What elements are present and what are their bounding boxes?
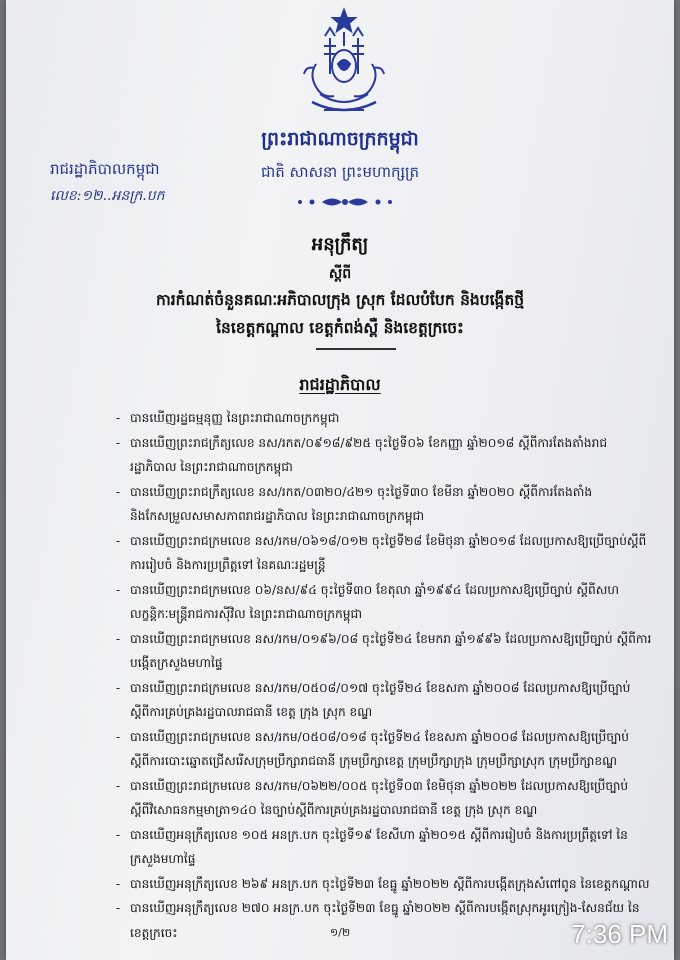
list-item: - បានឃើញព្រះរាជក្រមលេខ នស/រកម/០៥០៨/០១៧ ចុះថ្ងៃទី២៤ ខែឧសភា ឆ្នាំ២០០៨ ដែលប្រកាសឱ្យប្រើច្បាប់ ស្តីពីការគ្រប់គ្រងរដ្ឋបាលរាជធានី ខេត្ត ក្រុង ស្រុក ខណ្ឌ (116, 680, 631, 719)
document-type-title: អនុក្រឹត្យ (311, 234, 369, 255)
document-page (6, 0, 674, 960)
list-item-text: បានឃើញអនុក្រឹត្យលេខ ២៧០ អនក្រ.បក ចុះថ្ងៃទី២៣ ខែធ្នូ ឆ្នាំ២០២២ ស្តីពីការបង្កើតស្រុកអូរក្រៀង-សែនជ័យ នៃខេត្តក្រចេះ (130, 901, 640, 940)
government-label: រាជរដ្ឋាភិបាលកម្ពុជា (50, 160, 160, 178)
ornament-divider-icon (290, 193, 400, 211)
status-time: 7:36 PM (571, 919, 668, 949)
list-item: - បានឃើញព្រះរាជក្រមលេខ នស/រកម/០៦២២/០០៥ ចុះថ្ងៃទី០៣ ខែមិថុនា ឆ្នាំ២០២២ ដែលប្រកាសឱ្យប្រើច្បាប់ ស្តីពីវិសោធនកម្មមាត្រា១៤០ នៃច្បាប់ស្តីពីការគ្រប់គ្រងរដ្ឋបាលរាជធានី ខេត្ត ក្រុង ស្រុក ខណ្ឌ (116, 778, 629, 817)
kingdom-heading: ព្រះរាជាណាចក្រកម្ពុជា (261, 128, 419, 150)
subject-line-2: នៃខេត្តកណ្តាល ខេត្តកំពង់ស្ពឺ និងខេត្តក្រចេះ (216, 318, 464, 337)
list-item-text: បានឃើញអនុក្រឹត្យលេខ ២៦៩ អនក្រ.បក ចុះថ្ងៃទី២៣ ខែធ្នូ ឆ្នាំ២០២២ ស្តីពីការបង្កើតក្រុងសំពៅពូន នៃខេត្តកណ្តាល (130, 876, 650, 891)
list-item-text: បានឃើញអនុក្រឹត្យលេខ ១០៥ អនក្រ.បក ចុះថ្ងៃទី១៩ ខែសីហា ឆ្នាំ២០១៥ ស្តីពីការរៀបចំ និងការប្រព្រឹត្តទៅ នៃក្រសួងមហាផ្ទៃ (130, 827, 628, 866)
list-item: - បានឃើញអនុក្រឹត្យលេខ ២៧០ អនក្រ.បក ចុះថ្ងៃទី២៣ ខែធ្នូ ឆ្នាំ២០២២ ស្តីពីការបង្កើតស្រុកអូរក្រៀង-សែនជ័យ នៃខេត្តក្រចេះ (116, 901, 640, 940)
list-item-text: បានឃើញព្រះរាជក្រមលេខ នស/រកម/០៦២២/០០៥ ចុះថ្ងៃទី០៣ ខែមិថុនា ឆ្នាំ២០២២ ដែលប្រកាសឱ្យប្រើច្បាប់ ស្តីពីវិសោធនកម្មមាត្រា១៤០ នៃច្បាប់ស្តីពីការគ្រប់គ្រងរដ្ឋបាលរាជធានី ខេត្ត ក្រុង ស្រុក ខណ្ឌ (130, 778, 629, 817)
list-item: - បានឃើញព្រះរាជក្រមលេខ នស/រកម/០១៩៦/០៨ ចុះថ្ងៃទី២៤ ខែមករា ឆ្នាំ១៩៩៦ ដែលប្រកាសឱ្យប្រើច្បាប់ ស្តីពីការបង្កើតក្រសួងមហាផ្ទៃ (116, 631, 652, 670)
national-motto: ជាតិ សាសនា ព្រះមហាក្សត្រ (260, 163, 420, 181)
list-item: - បានឃើញព្រះរាជក្រមលេខ នស/រកម/០៦១៨/០១២ ចុះថ្ងៃទី២៨ ខែមិថុនា ឆ្នាំ២០១៨ ដែលប្រកាសឱ្យប្រើច្បាប់ស្តីពី ការរៀបចំ និងការប្រព្រឹត្តទៅ នៃគណៈរដ្ឋមន្ត្រី (116, 533, 647, 572)
list-item: - បានឃើញព្រះរាជក្រមលេខ ០៦/នស/៩៤ ចុះថ្ងៃទី៣០ ខែតុលា ឆ្នាំ១៩៩៤ ដែលប្រកាសឱ្យប្រើច្បាប់ ស្តីពីសហលក្ខន្តិកៈមន្ត្រីរាជការស៊ីវិល នៃព្រះរាជាណាចក្រកម្ពុជា (116, 582, 619, 621)
list-item: - បានឃើញព្រះរាជក្រមលេខ នស/រកម/០៥០៨/០១៨ ចុះថ្ងៃទី២៤ ខែឧសភា ឆ្នាំ២០០៨ ដែលប្រកាសឱ្យប្រើច្បាប់ ស្តីពីការបោះឆ្នោតជ្រើសរើសក្រុមប្រឹក្សារាជធានី ក្រុមប្រឹក្សាខេត្ត ក្រុមប្រឹក្សាក្រុង ក្រុមប្រឹក្សាស្រុក ក្រុមប្រឹក្សាខណ្ឌ (116, 729, 630, 768)
about-label: ស្តីពី (328, 266, 352, 282)
list-item: - បានឃើញព្រះរាជក្រឹត្យលេខ នស/រកត/០៩១៨/៩២៥ ចុះថ្ងៃទី០៦ ខែកញ្ញា ឆ្នាំ២០១៨ ស្តីពីការតែងតាំងរាជរដ្ឋាភិបាល នៃព្រះរាជាណាចក្រកម្ពុជា (116, 435, 608, 474)
list-item: - បានឃើញអនុក្រឹត្យលេខ ១០៥ អនក្រ.បក ចុះថ្ងៃទី១៩ ខែសីហា ឆ្នាំ២០១៥ ស្តីពីការរៀបចំ និងការប្រព្រឹត្តទៅ នៃក្រសួងមហាផ្ទៃ (116, 827, 628, 866)
section-heading: រាជរដ្ឋាភិបាល (299, 375, 381, 394)
list-item-text: បានឃើញព្រះរាជក្រមលេខ នស/រកម/០១៩៦/០៨ ចុះថ្ងៃទី២៤ ខែមករា ឆ្នាំ១៩៩៦ ដែលប្រកាសឱ្យប្រើច្បាប់ ស្តីពីការបង្កើតក្រសួងមហាផ្ទៃ (130, 631, 652, 670)
list-item-text: បានឃើញព្រះរាជក្រឹត្យលេខ នស/រកត/០៩១៨/៩២៥ ចុះថ្ងៃទី០៦ ខែកញ្ញា ឆ្នាំ២០១៨ ស្តីពីការតែងតាំងរាជរដ្ឋាភិបាល នៃព្រះរាជាណាចក្រកម្ពុជា (130, 435, 608, 474)
list-item: - បានឃើញរដ្ឋធម្មនុញ្ញ នៃព្រះរាជាណាចក្រកម្ពុជា (116, 411, 340, 425)
list-item: - បានឃើញអនុក្រឹត្យលេខ ២៦៩ អនក្រ.បក ចុះថ្ងៃទី២៣ ខែធ្នូ ឆ្នាំ២០២២ ស្តីពីការបង្កើតក្រុងសំពៅពូន នៃខេត្តកណ្តាល (116, 876, 650, 891)
list-item-text: បានឃើញរដ្ឋធម្មនុញ្ញ នៃព្រះរាជាណាចក្រកម្ពុជា (130, 411, 340, 425)
list-item-text: បានឃើញព្រះរាជក្រមលេខ នស/រកម/០៦១៨/០១២ ចុះថ្ងៃទី២៨ ខែមិថុនា ឆ្នាំ២០១៨ ដែលប្រកាសឱ្យប្រើច្បាប់ស្តីពី ការរៀបចំ និងការប្រព្រឹត្តទៅ នៃគណៈរដ្ឋមន្ត្រី (130, 533, 647, 572)
recitals-list (116, 406, 652, 945)
reference-number: លេខ:១២..អនក្រ.បក (50, 188, 165, 204)
list-item-text: បានឃើញព្រះរាជក្រឹត្យលេខ នស/រកត/០៣២០/៤២១ ចុះថ្ងៃទី៣០ ខែមីនា ឆ្នាំ២០២០ ស្តីពីការតែងតាំង និងកែសម្រួលសមាសភាពរាជរដ្ឋាភិបាល នៃព្រះរាជាណាចក្រកម្ពុជា (130, 484, 593, 523)
royal-coat-of-arms-emblem (294, 6, 394, 126)
list-item-text: បានឃើញព្រះរាជក្រមលេខ នស/រកម/០៥០៨/០១៨ ចុះថ្ងៃទី២៤ ខែឧសភា ឆ្នាំ២០០៨ ដែលប្រកាសឱ្យប្រើច្បាប់ ស្តីពីការបោះឆ្នោតជ្រើសរើសក្រុមប្រឹក្សារាជធានី ក្រុមប្រឹក្សាខេត្ត ក្រុមប្រឹក្សាក្រុង ក្រុមប្រឹក្សាស្រុក ក្រុមប្រឹក្សាខណ្ឌ (130, 729, 630, 768)
subject-line-1: ការកំណត់ចំនួនគណៈអភិបាលក្រុង ស្រុក ដែលបំបែក និងបង្កើតថ្មី (155, 290, 525, 309)
list-item-text: បានឃើញព្រះរាជក្រមលេខ នស/រកម/០៥០៨/០១៧ ចុះថ្ងៃទី២៤ ខែឧសភា ឆ្នាំ២០០៨ ដែលប្រកាសឱ្យប្រើច្បាប់ ស្តីពីការគ្រប់គ្រងរដ្ឋបាលរាជធានី ខេត្ត ក្រុង ស្រុក ខណ្ឌ (130, 680, 631, 719)
page-number: ១/២ (329, 926, 351, 939)
list-item: - បានឃើញព្រះរាជក្រឹត្យលេខ នស/រកត/០៣២០/៤២១ ចុះថ្ងៃទី៣០ ខែមីនា ឆ្នាំ២០២០ ស្តីពីការតែងតាំង និងកែសម្រួលសមាសភាពរាជរដ្ឋាភិបាល នៃព្រះរាជាណាចក្រកម្ពុជា (116, 484, 593, 523)
list-item-text: បានឃើញព្រះរាជក្រមលេខ ០៦/នស/៩៤ ចុះថ្ងៃទី៣០ ខែតុលា ឆ្នាំ១៩៩៤ ដែលប្រកាសឱ្យប្រើច្បាប់ ស្តីពីសហលក្ខន្តិកៈមន្ត្រីរាជការស៊ីវិល នៃព្រះរាជាណាចក្រកម្ពុជា (130, 582, 619, 621)
title-divider (316, 348, 396, 350)
